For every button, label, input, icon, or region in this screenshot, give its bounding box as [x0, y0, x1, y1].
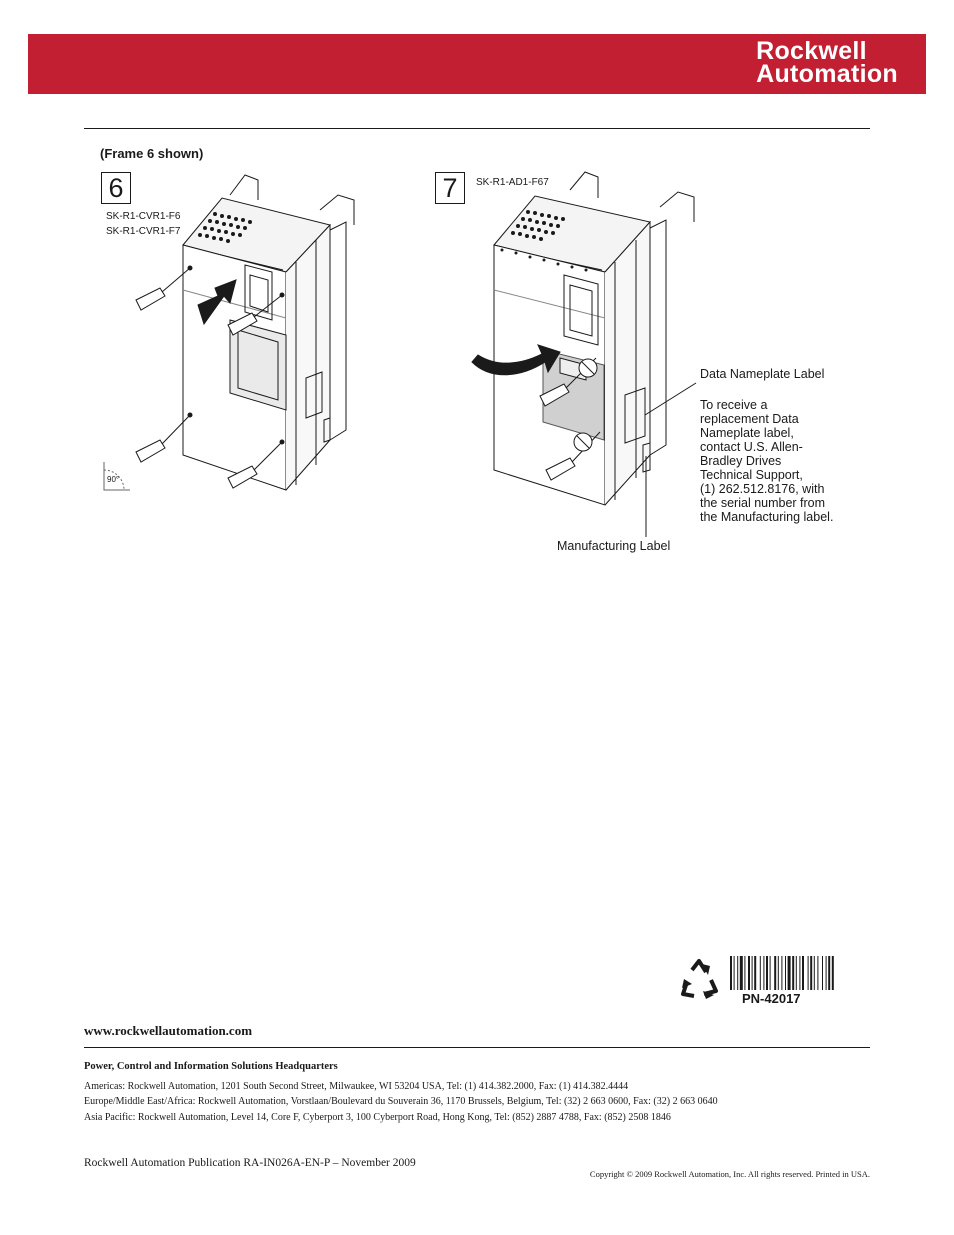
barcode-bar [778, 956, 779, 990]
barcode-bar [781, 956, 782, 990]
step-6-part-2: SK-R1-CVR1-F7 [106, 226, 181, 237]
data-nameplate-description [700, 398, 833, 524]
callout-line: contact U.S. Allen- [700, 440, 803, 454]
callout-line: (1) 262.512.8176, with [700, 482, 825, 496]
barcode-bar [814, 956, 815, 990]
barcode-bar [740, 956, 743, 990]
address-americas: Americas: Rockwell Automation, 1201 South Second Street, Milwaukee, WI 53204 USA, Tel: (1) 414.382.2000, Fax: (1) 414.382.4444 [84, 1081, 629, 1092]
barcode-bar [748, 956, 750, 990]
barcode-bar [763, 956, 764, 990]
barcode-bar [766, 956, 768, 990]
step-6-number: 6 [101, 172, 131, 204]
part-number: PN-42017 [742, 991, 801, 1006]
barcode-bar [774, 956, 776, 990]
callout-line: Bradley Drives [700, 454, 782, 468]
barcode-bar [770, 956, 771, 990]
manufacturing-label-callout: Manufacturing Label [557, 539, 671, 553]
barcode-bar [734, 956, 735, 990]
barcode-bar [828, 956, 830, 990]
callout-line: the serial number from [700, 496, 826, 510]
callout-line: Nameplate label, [700, 426, 794, 440]
barcode [730, 956, 864, 990]
barcode-bar [788, 956, 791, 990]
barcode-bar [754, 956, 756, 990]
step-7-number: 7 [435, 172, 465, 204]
brand-line-2: Automation [756, 60, 898, 88]
publication-number: Rockwell Automation Publication RA-IN026A-EN-P – November 2009 [84, 1157, 416, 1169]
data-nameplate-title: Data Nameplate Label [700, 367, 825, 381]
footer-divider [84, 1047, 870, 1048]
copyright: Copyright © 2009 Rockwell Automation, Inc. All rights reserved. Printed in USA. [589, 1169, 870, 1179]
barcode-bar [785, 956, 786, 990]
barcode-bar [796, 956, 797, 990]
address-asia-pacific: Asia Pacific: Rockwell Automation, Level 14, Core F, Cyberport 3, 100 Cyberport Road, Hong Kong, Tel: (852) 2887 4788, Fax: (852) 2508 1846 [84, 1112, 671, 1123]
barcode-bar [810, 956, 812, 990]
barcode-bar [808, 956, 809, 990]
callout-line: To receive a [700, 398, 768, 412]
step-6-angle: 90° [107, 475, 120, 484]
address-emea: Europe/Middle East/Africa: Rockwell Automation, Vorstlaan/Boulevard du Souverain 36, 1170 Brussels, Belgium, Tel: (32) 2 663 0600, Fax: (32) 2 663 0640 [84, 1096, 718, 1107]
barcode-bar [817, 956, 818, 990]
callout-line: Technical Support, [700, 468, 803, 482]
barcode-bar [826, 956, 827, 990]
barcode-bar [752, 956, 753, 990]
barcode-bar [799, 956, 800, 990]
barcode-bar [730, 956, 732, 990]
barcode-bar [832, 956, 834, 990]
step-7-part: SK-R1-AD1-F67 [476, 177, 549, 188]
step-6-part-1: SK-R1-CVR1-F6 [106, 211, 181, 222]
barcode-bar [760, 956, 761, 990]
frame-note: (Frame 6 shown) [100, 146, 204, 161]
website[interactable]: www.rockwellautomation.com [84, 1023, 253, 1038]
barcode-bar [802, 956, 804, 990]
barcode-bar [822, 956, 823, 990]
callout-line: replacement Data [700, 412, 799, 426]
headquarters-heading: Power, Control and Information Solutions Headquarters [84, 1061, 338, 1072]
barcode-bar [744, 956, 745, 990]
barcode-bar [737, 956, 738, 990]
brand-line-1: Rockwell [756, 37, 867, 65]
barcode-bar [792, 956, 794, 990]
callout-line: the Manufacturing label. [700, 510, 834, 524]
recycle-icon [678, 958, 720, 1002]
